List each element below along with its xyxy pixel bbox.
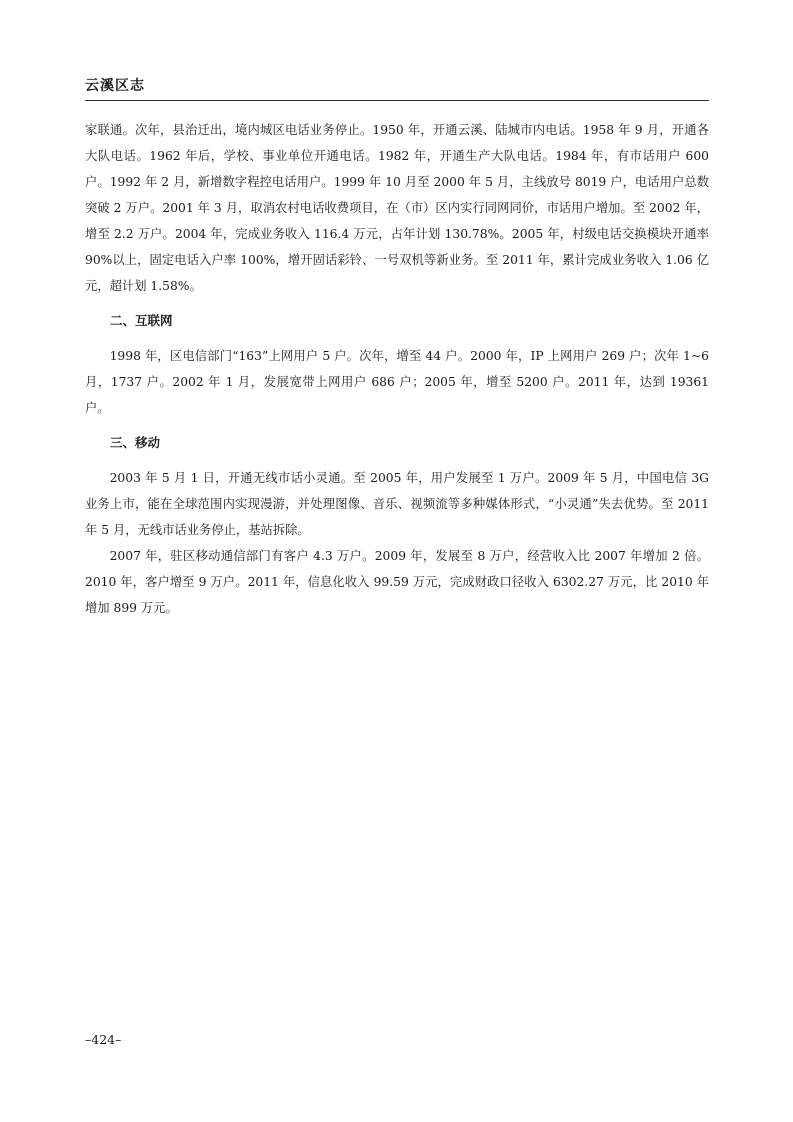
page-number: –424– (85, 1032, 122, 1047)
paragraph-mobile-2: 2007 年，驻区移动通信部门有客户 4.3 万户。2009 年，发展至 8 万户，经营收入比 2007 年增加 2 倍。2010 年，客户增至 9 万户。2011 年，信息化收入 99.59 万元，完成财政口径收入 6302.27 万元，比 2010 年增加 899 万元。 (85, 549, 709, 615)
section-heading-mobile: 三、移动 (110, 435, 161, 450)
running-header-title: 云溪区志 (85, 78, 145, 94)
section-heading-internet: 二、互联网 (110, 313, 173, 328)
page-body (85, 117, 709, 621)
paragraph-mobile-1: 2003 年 5 月 1 日，开通无线市话小灵通。至 2005 年，用户发展至 1 万户。2009 年 5 月，中国电信 3G 业务上市，能在全球范围内实现漫游，并处理图像、音乐、视频流等多种媒体形式，“小灵通”失去优势。至 2011 年 5 月，无线市话业务停止，基站拆除。 (85, 471, 709, 537)
paragraph-telephone-continued: 家联通。次年，县治迁出，境内城区电话业务停止。1950 年，开通云溪、陆城市内电话。1958 年 9 月，开通各大队电话。1962 年后，学校、事业单位开通电话。1982 年，开通生产大队电话。1984 年，有市话用户 600 户。1992 年 2 月，新增数字程控电话用户。1999 年 10 月至 2000 年 5 月，主线放号 8019 户，电话用户总数突破 2 万户。2001 年 3 月，取消农村电话收费项目，在（市）区内实行同网同价，市话用户增加。至 2002 年，增至 2.2 万户。2004 年，完成业务收入 116.4 万元，占年计划 130.78%。2005 年，村级电话交换模块开通率 90%以上，固定电话入户率 100%，增开固话彩铃、一号双机等新业务。至 2011 年，累计完成业务收入 1.06 亿元，超计划 1.58%。 (85, 123, 709, 293)
header-divider (85, 100, 709, 101)
paragraph-internet: 1998 年，区电信部门“163”上网用户 5 户。次年，增至 44 户。2000 年，IP 上网用户 269 户；次年 1~6 月，1737 户。2002 年 1 月，发展宽带上网用户 686 户；2005 年，增至 5200 户。2011 年，达到 19361 户。 (85, 349, 709, 415)
